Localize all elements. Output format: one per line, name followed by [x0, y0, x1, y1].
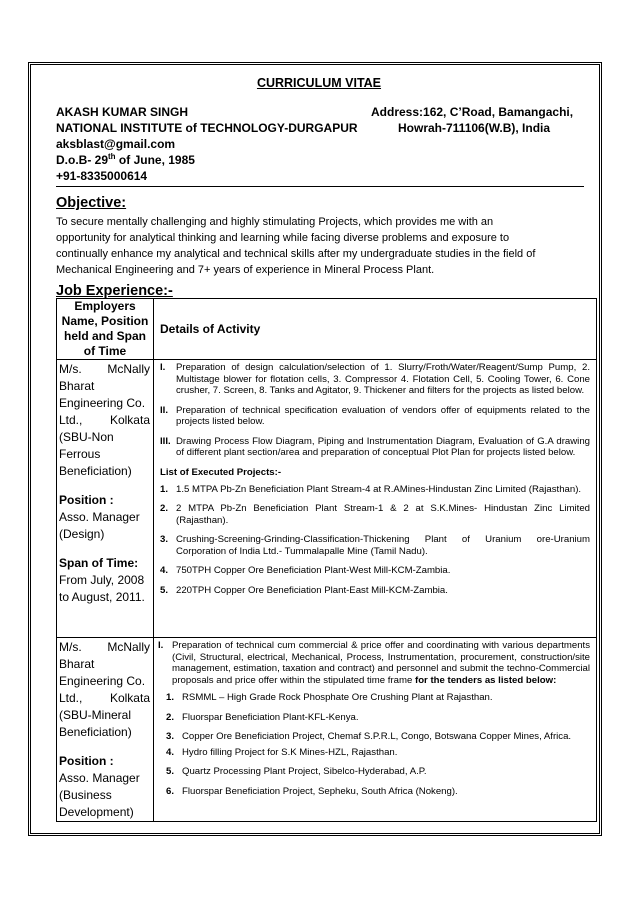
span-label: Span of Time: [59, 556, 139, 570]
address-line-2: Howrah-711106(W.B), India [398, 121, 551, 135]
objective-heading: Objective: [56, 195, 127, 211]
list-item: 3. Copper Ore Beneficiation Project, Chemaf S.P.R.L, Congo, Botswana Copper Mines, Africa. [166, 731, 572, 742]
activity-item: I. Preparation of design calculation/selection of 1. Slurry/Froth/Water/Reagent/Sump Pump, 2. Multistage blower for flotation cells, 3. Compressor 4. Flotation Cell, 5. Cooling Tower, 6. Cone crusher, 7. Screen, 8. Tanks and Agitator, 9. Thickener and filters for the projects as listed below. [160, 362, 590, 396]
column-header-details: Details of Activity [154, 299, 597, 360]
position-label: Position : [59, 493, 114, 507]
projects-list-heading: List of Executed Projects:- [160, 466, 282, 478]
list-item: 2. 2 MTPA Pb-Zn Beneficiation Plant Stream-1 & 2 at S.K.Mines- Hindustan Zinc Limited (Rajasthan). [160, 503, 590, 526]
list-item: 5. 220TPH Copper Ore Beneficiation Plant-East Mill-KCM-Zambia. [160, 584, 448, 596]
email: aksblast@gmail.com [56, 137, 176, 151]
list-item: 3. Crushing-Screening-Grinding-Classification-Thickening Plant of Uranium ore-Uranium Corporation of India Ltd.- Tummalapalle Mine (Tamil Nadu). [160, 534, 590, 557]
header-divider [56, 186, 584, 187]
phone-number: +91-8335000614 [56, 169, 148, 183]
objective-line: continually enhance my analytical and technical skills after my undergraduate studies in the field of [56, 248, 536, 260]
list-item: 1. 1.5 MTPA Pb-Zn Beneficiation Plant Stream-4 at R.AMines-Hindustan Zinc Limited (Rajasthan). [160, 483, 582, 495]
table-row [57, 638, 597, 822]
column-header-employer: Employers Name, Position held and Span of Time [57, 299, 154, 360]
list-item: 2. Fluorspar Beneficiation Plant-KFL-Kenya. [166, 711, 359, 723]
header-left [56, 104, 358, 184]
list-item: 5. Quartz Processing Plant Project, Sibelco-Hyderabad, A.P. [166, 766, 427, 777]
employer-cell: M/s. McNally Bharat Engineering Co. Ltd., Kolkata (SBU-Non Ferrous Beneficiation) Position : Asso. Manager (Design) Span of Time: From July, 2008 to August, 2011. [57, 360, 154, 638]
date-of-birth: D.o.B- 29th of June, 1985 [56, 152, 195, 167]
candidate-name: AKASH KUMAR SINGH [56, 105, 188, 119]
document-title: CURRICULUM VITAE [256, 76, 382, 90]
position-label: Position : [59, 754, 114, 768]
list-item: 4. 750TPH Copper Ore Beneficiation Plant-West Mill-KCM-Zambia. [160, 565, 451, 576]
table-row [57, 360, 597, 638]
list-item: 1. RSMML – High Grade Rock Phosphate Ore Crushing Plant at Rajasthan. [166, 692, 493, 703]
experience-table [56, 298, 597, 822]
employer-cell: M/s. McNally Bharat Engineering Co. Ltd., Kolkata (SBU-Mineral Beneficiation) Position : Asso. Manager (Business Development) [57, 638, 154, 822]
details-cell [154, 638, 597, 822]
address-line-1: Address:162, C’Road, Bamangachi, [371, 105, 574, 119]
objective-line: opportunity for analytical thinking and learning while facing diverse problems and exposure to [56, 232, 510, 244]
activity-item: I. Preparation of technical cum commercial & price offer and coordinating with various departments (Civil, Structural, electrical, Mechanical, Process, Instrumentation, procurement, construction/site management, estimation, taxation and contract) and personnel and submit the techno-Commercial proposals and price offer within the stipulated time frame for the tenders as listed below: [158, 640, 590, 686]
table-header-row [57, 299, 597, 360]
list-item: 6. Fluorspar Beneficiation Project, Sepheku, South Africa (Nokeng). [166, 785, 458, 797]
institute-name: NATIONAL INSTITUTE of TECHNOLOGY-DURGAPUR [56, 121, 358, 135]
objective-line: To secure mentally challenging and highly stimulating Projects, which provides me with an [56, 216, 494, 228]
activity-item: III. Drawing Process Flow Diagram, Piping and Instrumentation Diagram, Evaluation of G.A drawing of different plant section/area and preparation of conceptual Plot Plan for projects listed below. [160, 435, 590, 458]
objective-text [56, 214, 535, 278]
list-item: 4. Hydro filling Project for S.K Mines-HZL, Rajasthan. [166, 746, 398, 758]
objective-line: Mechanical Engineering and 7+ years of experience in Mineral Process Plant. [56, 264, 435, 276]
experience-heading: Job Experience:- [56, 283, 173, 299]
activity-item: II. Preparation of technical specification evaluation of vendors offer of equipments related to the projects listed below. [160, 404, 590, 427]
details-cell [154, 360, 597, 638]
